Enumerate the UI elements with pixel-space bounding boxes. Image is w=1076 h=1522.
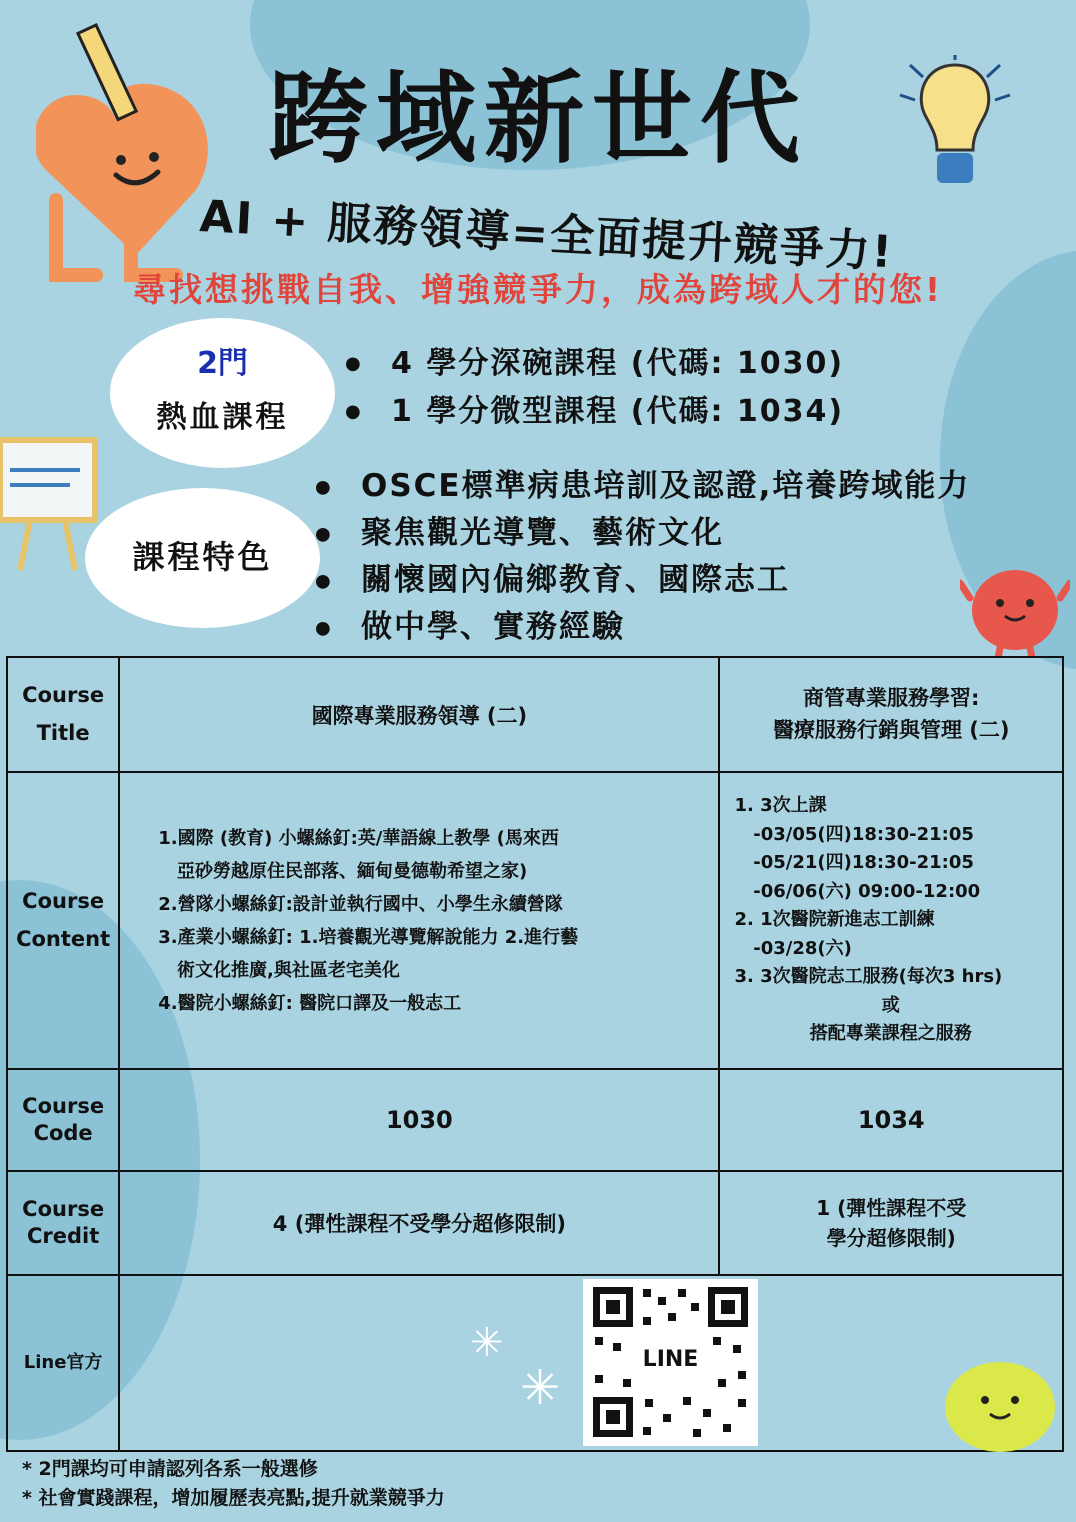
poster-tagline: 尋找想挑戰自我、增強競爭力，成為跨域人才的您!: [132, 270, 944, 309]
course-b-credit: 1 (彈性課程不受 學分超修限制): [719, 1171, 1063, 1275]
course-code-header: Course Code: [7, 1069, 119, 1171]
course-a-credit: 4 (彈性課程不受學分超修限制): [119, 1171, 719, 1275]
sparkle-icon: ✳: [520, 1360, 561, 1416]
list-item: 1.國際 (教育) 小螺絲釘:英/華語線上教學 (馬來西: [158, 827, 559, 849]
list-item: -06/06(六) 09:00-12:00: [734, 880, 981, 902]
list-item: ● 聚焦觀光導覽、藝術文化: [315, 510, 970, 557]
table-row: [7, 657, 1063, 772]
table-row: [7, 1171, 1063, 1275]
list-item: 或: [881, 994, 900, 1016]
course-b-title: 商管專業服務學習: 醫療服務行銷與管理 (二): [719, 657, 1063, 772]
list-item: ● 4 學分深碗課程 (代碼: 1030): [345, 340, 844, 388]
course-a-title: 國際專業服務領導 (二): [119, 657, 719, 772]
course-table: [6, 656, 1064, 1452]
red-mascot-icon: [960, 568, 1070, 658]
line-qr-code[interactable]: [583, 1279, 758, 1446]
list-item: ● 做中學、實務經驗: [315, 604, 970, 651]
sparkle-icon: ✳: [470, 1320, 504, 1366]
poster-subtitle: AI + 服務領導=全面提升競爭力!: [198, 191, 896, 279]
course-list: [345, 340, 844, 436]
list-item: 4.醫院小螺絲釘: 醫院口譯及一般志工: [158, 992, 462, 1014]
poster-title: 跨域新世代: [268, 60, 808, 177]
course-a-code: 1030: [119, 1069, 719, 1171]
feature-list: [315, 463, 970, 651]
list-item: 搭配專業課程之服務: [809, 1023, 972, 1045]
footnotes: [22, 1455, 445, 1513]
list-item: -03/28(六): [734, 937, 852, 959]
courses-label: 熱血課程: [156, 400, 289, 435]
line-header: Line官方: [7, 1275, 119, 1451]
list-item: ● OSCE標準病患培訓及認證,培養跨域能力: [315, 463, 970, 510]
yellow-mascot-icon: [935, 1352, 1065, 1452]
list-item: -05/21(四)18:30-21:05: [734, 852, 974, 874]
list-item: 2.營隊小螺絲釘:設計並執行國中、小學生永續營隊: [158, 893, 563, 915]
table-row: [7, 1069, 1063, 1171]
footnote: * 2門課均可申請認列各系一般選修: [22, 1458, 318, 1480]
course-b-code: 1034: [719, 1069, 1063, 1171]
list-item: ● 1 學分微型課程 (代碼: 1034): [345, 388, 844, 436]
list-item: -03/05(四)18:30-21:05: [734, 823, 974, 845]
course-title-header: Course Title: [7, 657, 119, 772]
list-item: 1. 3次上課: [734, 795, 827, 817]
footnote: * 社會實踐課程，增加履歷表亮點,提升就業競爭力: [22, 1487, 445, 1509]
list-item: 術文化推廣,與社區老宅美化: [158, 959, 400, 981]
list-item: 亞砂勞越原住民部落、緬甸曼德勒希望之家): [158, 860, 528, 882]
list-item: 3. 3次醫院志工服務(每次3 hrs): [734, 966, 1003, 988]
course-credit-header: Course Credit: [7, 1171, 119, 1275]
course-content-header: Course Content: [7, 772, 119, 1069]
courses-count: 2門: [197, 346, 248, 381]
course-b-content: [719, 772, 1063, 1069]
table-row: [7, 772, 1063, 1069]
qr-line-label: LINE: [642, 1347, 699, 1372]
features-label: 課程特色: [132, 538, 273, 576]
list-item: ● 關懷國內偏鄉教育、國際志工: [315, 557, 970, 604]
list-item: 2. 1次醫院新進志工訓練: [734, 909, 935, 931]
list-item: 3.產業小螺絲釘: 1.培養觀光導覽解說能力 2.進行藝: [158, 926, 579, 948]
course-a-content: [119, 772, 719, 1069]
